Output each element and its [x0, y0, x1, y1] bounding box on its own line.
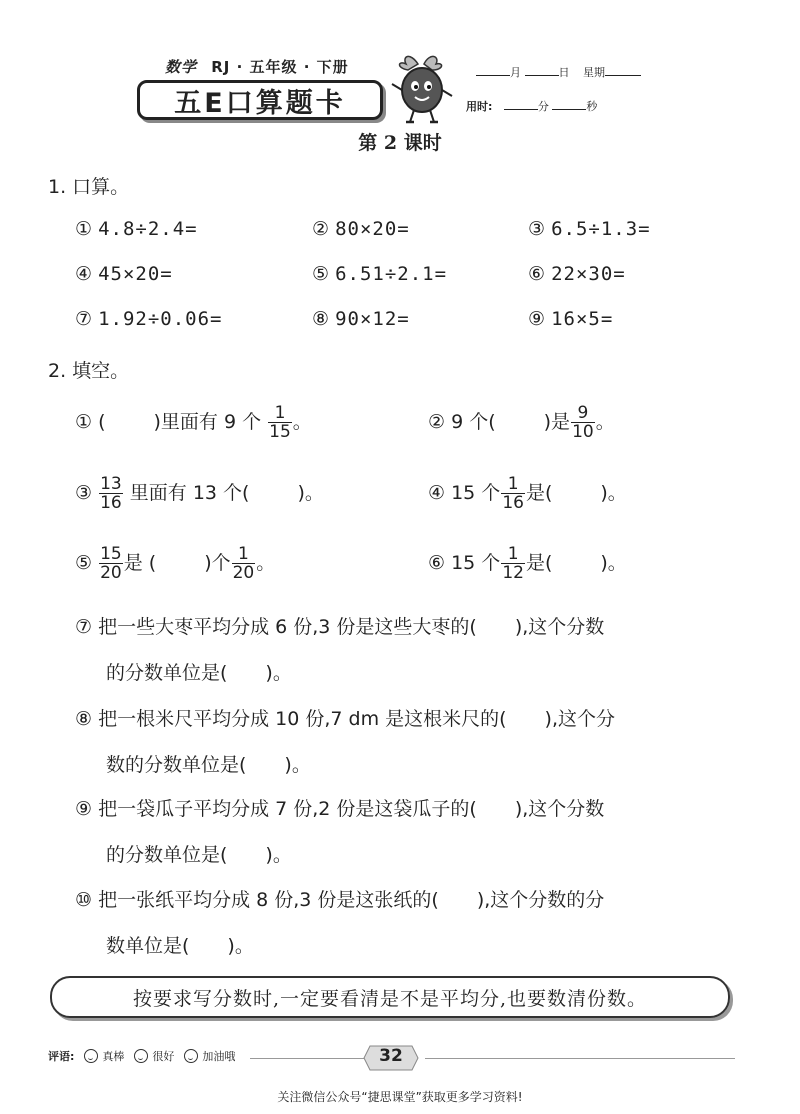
fraction: $\frac{1}{20}$	[232, 544, 255, 583]
smiley-icon[interactable]	[134, 1049, 148, 1063]
week-label: 星期	[583, 66, 605, 79]
week-blank[interactable]	[605, 65, 641, 76]
tip-box: 按要求写分数时,一定要看清是不是平均分,也要数清份数。	[50, 976, 730, 1018]
header-subtitle	[165, 56, 349, 77]
oral-item-1: ① 4.8÷2.4=	[75, 218, 198, 240]
oral-item-4: ④ 45×20=	[75, 263, 173, 285]
oral-item-7: ⑦ 1.92÷0.06=	[75, 308, 223, 330]
fraction: $\frac{1}{16}$	[502, 474, 524, 513]
minute-label: 分	[537, 100, 549, 113]
title-banner	[137, 80, 383, 120]
fill-item-7-line2: 的分数单位是( )。	[106, 662, 292, 684]
rating-row	[48, 1048, 235, 1064]
fraction: $\frac{15}{20}$	[100, 544, 122, 583]
date-line	[476, 64, 641, 80]
rating-keep-going: 加油哦	[202, 1050, 236, 1063]
day-label: 日	[558, 66, 570, 79]
fill-item-9-line2: 的分数单位是( )。	[106, 844, 292, 866]
oral-item-3: ③ 6.5÷1.3=	[528, 218, 651, 240]
smiley-icon[interactable]	[84, 1049, 98, 1063]
fill-item-3: ③ $\frac{13}{16}$ 里面有 13 个( )。	[75, 474, 324, 513]
grade-meta: RJ · 五年级 · 下册	[211, 58, 349, 76]
day-blank[interactable]	[525, 65, 559, 76]
fraction: $\frac{13}{16}$	[100, 474, 122, 513]
oral-item-8: ⑧ 90×12=	[312, 308, 410, 330]
fill-item-4: ④ 15 个 $\frac{1}{16}$ 是( )。	[428, 474, 627, 513]
fill-item-9: ⑨ 把一袋瓜子平均分成 7 份,2 份是这袋瓜子的( ),这个分数	[75, 798, 605, 820]
minute-blank[interactable]	[504, 99, 538, 110]
card-title: 五E口算题卡	[174, 87, 346, 119]
subject-label: 数学	[165, 58, 198, 76]
month-label: 月	[510, 66, 521, 79]
fill-item-2: ② 9 个( )是 $\frac{9}{10}$ 。	[428, 403, 615, 442]
second-blank[interactable]	[552, 99, 586, 110]
fill-item-5: ⑤ $\frac{15}{20}$ 是 ( )个 $\frac{1}{20}$ 。	[75, 544, 276, 583]
page-number: 32	[379, 1046, 403, 1066]
oral-item-5: ⑤ 6.51÷2.1=	[312, 263, 448, 285]
lesson-title: 第 2 课时	[358, 132, 442, 154]
fill-item-10-line2: 数单位是( )。	[106, 935, 254, 957]
oral-item-2: ② 80×20=	[312, 218, 410, 240]
fill-item-1: ① ( )里面有 9 个 $\frac{1}{15}$ 。	[75, 403, 312, 442]
second-label: 秒	[586, 100, 598, 113]
section2-title: 2. 填空。	[48, 360, 130, 382]
fill-item-10: ⑩ 把一张纸平均分成 8 份,3 份是这张纸的( ),这个分数的分	[75, 889, 605, 911]
smiley-icon[interactable]	[184, 1049, 198, 1063]
rating-great: 真棒	[102, 1050, 125, 1063]
footer-divider	[425, 1058, 735, 1059]
fill-item-6: ⑥ 15 个 $\frac{1}{12}$ 是( )。	[428, 544, 627, 583]
time-label: 用时:	[466, 100, 493, 113]
section1-title: 1. 口算。	[48, 176, 130, 198]
time-line	[466, 98, 597, 114]
fraction: $\frac{9}{10}$	[572, 403, 594, 442]
fill-item-8: ⑧ 把一根米尺平均分成 10 份,7 dm 是这根米尺的( ),这个分	[75, 708, 615, 730]
rating-label: 评语:	[48, 1050, 75, 1063]
follow-notice: 关注微信公众号“捷思课堂”获取更多学习资料!	[277, 1090, 523, 1104]
fill-item-8-line2: 数的分数单位是( )。	[106, 754, 311, 776]
rating-good: 很好	[152, 1050, 175, 1063]
fraction: $\frac{1}{12}$	[502, 544, 524, 583]
oral-item-6: ⑥ 22×30=	[528, 263, 626, 285]
mascot-icon	[388, 50, 456, 126]
footer-divider	[250, 1058, 365, 1059]
fraction: $\frac{1}{15}$	[269, 403, 291, 442]
fill-item-7: ⑦ 把一些大枣平均分成 6 份,3 份是这些大枣的( ),这个分数	[75, 616, 605, 638]
oral-item-9: ⑨ 16×5=	[528, 308, 614, 330]
month-blank[interactable]	[476, 65, 510, 76]
